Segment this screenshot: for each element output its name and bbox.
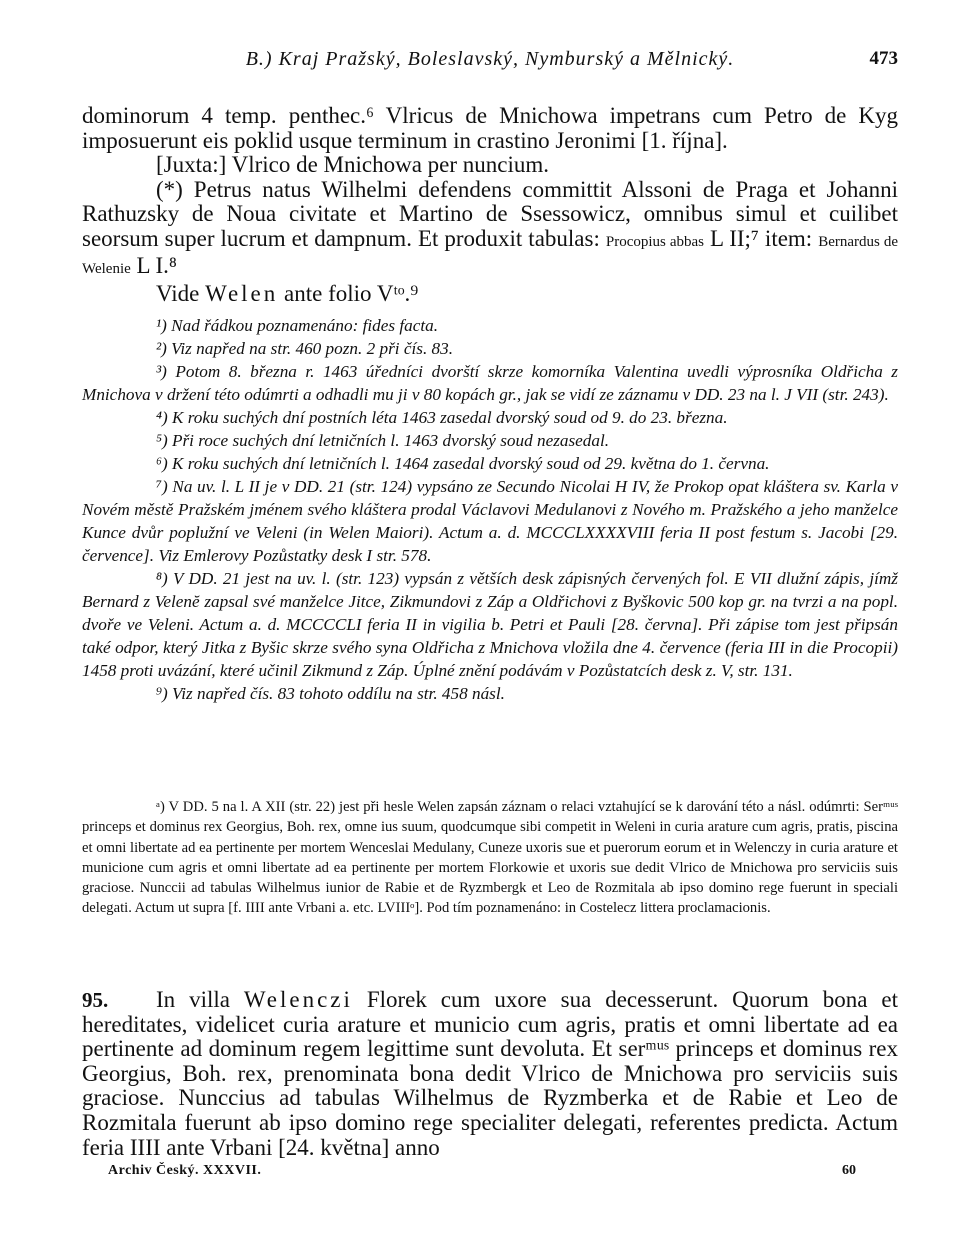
main-text bbox=[82, 104, 898, 306]
paragraph-1: dominorum 4 temp. penthec.⁶ Vlricus de Mnichowa impetrans cum Petro de Kyg imposuerunt eis poklid usque terminum in crastino Jeronimi [1. října]. bbox=[82, 103, 898, 153]
footnote-3: ³) Potom 8. března r. 1463 úředníci dvorští skrze komorníka Valentina uvedli výprosníka Oldřicha z Mnichova v držení této odúmrti a odhadli mu ji v 80 kopách gr., jak se vidí ze záznamu v DD. 23 na l. J VII (str. 243). bbox=[82, 362, 898, 404]
paragraph-2: [Juxta:] Vlrico de Mnichowa per nuncium. bbox=[156, 152, 550, 177]
paragraph-3 bbox=[82, 178, 898, 282]
paragraph-4-text: Vide bbox=[156, 280, 206, 306]
footnote-1: ¹) Nad řádkou poznamenáno: fides facta. bbox=[156, 316, 439, 335]
place-name-welen: Welen bbox=[205, 280, 279, 306]
footnote-4: ⁴) K roku suchých dní postních léta 1463 zasedal dvorský soud od 9. do 23. března. bbox=[156, 408, 728, 427]
entry-number: 95. bbox=[82, 988, 109, 1012]
footnote-9: ⁹) Viz napřed čís. 83 tohoto oddílu na str. 458 násl. bbox=[156, 684, 505, 703]
paragraph-3-text-3: L I.⁸ bbox=[130, 253, 177, 278]
footnote-5: ⁵) Při roce suchých dní letničních l. 1463 dvorský soud nezasedal. bbox=[156, 431, 610, 450]
paragraph-4 bbox=[82, 282, 898, 307]
reference-abbot: Procopius abbas bbox=[605, 233, 705, 250]
entry-paragraph bbox=[82, 988, 898, 1160]
footnote-2: ²) Viz napřed na str. 460 pozn. 2 při čís. 83. bbox=[156, 339, 454, 358]
sub-footnote bbox=[82, 797, 898, 919]
footnotes bbox=[82, 314, 898, 705]
footnote-8: ⁸) V DD. 21 jest na uv. l. (str. 123) vypsán z větších desk zápisných červených fol. E VII dlužní zápis, jímž Bernard z Velenĕ zapsal své manželce Jitce, Zikmundovi z Záp a Oldřichovi z Byškovic 500 kop gr. na tvrzi a na popl. dvoře ve Veleni. Actum a. d. MCCCCLI feria II in vigilia b. Petri et Pauli [28. června]. Při zápise tom jest připsán také odpor, který Jitka z Byšic skrze svého syna Oldřicha z Mnichova vložila dne 4. července (feria III in die Procopii) 1458 proti uvázání, které učinil Zikmund z Záp. Úplné znění podávám v Pozůstatcích desk z. V, str. 131. bbox=[82, 569, 898, 680]
place-name-welenczi: Welenczi bbox=[243, 987, 353, 1012]
entry-95 bbox=[82, 988, 898, 1160]
page-number: 473 bbox=[869, 48, 898, 69]
paragraph-3-text-2: L II;⁷ item: bbox=[704, 225, 819, 251]
entry-text-2: Florek cum uxore sua decesserunt. Quorum bona et hereditates, videlicet curia arature et municio cum agris, pratis et omni libertate ad ea pertinente ad dominum regem legittime sunt devoluta. Et serᵐᵘˢ princeps et dominus rex Georgius, Boh. rex, prenominata bona dedit Vlrico de Mnichowa pro serviciis suis graciose. Nunccius ad tabulas Wilhelmus de Ryzmberka et de Rabie et Leo de Rozmitala fuerunt ab ipso domino rege specialiter delegati, referentes predicta. Actum feria IIII ante Vrbani [24. května] anno bbox=[82, 987, 898, 1160]
journal-name: Archiv Český. XXXVII. bbox=[108, 1163, 262, 1178]
sub-footnote-a: ᵃ) V DD. 5 na l. A XII (str. 22) jest při hesle Welen zapsán záznam o relaci vztahující se k darování této a násl. odúmrti: Serᵐᵘˢ princeps et dominus rex Georgius, Boh. rex, omne ius suum, quodcumque sibi competit in Weleni in curia arature cum agris, pratis, piscina et omni libertate ad ea pertinente per mortem Wenceslai Medulany, Cuneze uxoris sue et puerorum eorum et in Welenczy in curia arature et municione cum agris et omni libertate ad ea pertinente per mortem Florkowie et uxoris sue dedit Vlrico de Mnichowa pro serviciis suis graciose. Nunccii ad tabulas Wilhelmus iunior de Rabie et de Ryzmbergk et Leo de Rozmitala ab ipso domino rege fuerunt in speciali delegati. Actum ut supra [f. IIII ante Vrbani a. etc. LVIIIᵒ]. Pod tím poznamenáno: in Costelecz littera proclamacionis. bbox=[82, 799, 898, 917]
page-header bbox=[82, 48, 898, 78]
footnote-6: ⁶) K roku suchých dní letničních l. 1464 zasedal dvorský soud od 29. května do 1. června. bbox=[156, 454, 770, 473]
paragraph-3-text: (*) Petrus natus Wilhelmi defendens committit Alssoni de Praga et Johanni Rathuzsky de Noua civitate et Martino de Ssessowicz, omnibus simul et cuilibet seorsum super lucrum et dampnum. Et produxit tabulas: bbox=[82, 176, 898, 251]
page-footer bbox=[108, 1163, 856, 1183]
signature-mark: 60 bbox=[842, 1163, 856, 1178]
entry-text: In villa bbox=[156, 987, 244, 1012]
footnote-7: ⁷) Na uv. l. L II je v DD. 21 (str. 124) vypsáno ze Secundo Nicolai H IV, že Prokop opat kláštera sv. Karla v Novém městě Pražském jménem svého kláštera prodal Václavovi Medulanovi z Nového m. Pražského a jeho manželce Kunce dvůr poplužní ve Veleni (in Welen Maiori). Actum a. d. MCCCLXXXXVIII feria II post festum s. Jacobi [29. července]. Viz Emlerovy Pozůstatky desk I str. 578. bbox=[82, 477, 898, 565]
running-title: B.) Kraj Pražský, Boleslavský, Nymburský a Mělnický. bbox=[245, 48, 735, 70]
paragraph-4-text-2: ante folio Vᵗᵒ.⁹ bbox=[278, 280, 419, 306]
reference-bernard: Bernardus de Welenie bbox=[82, 233, 899, 277]
